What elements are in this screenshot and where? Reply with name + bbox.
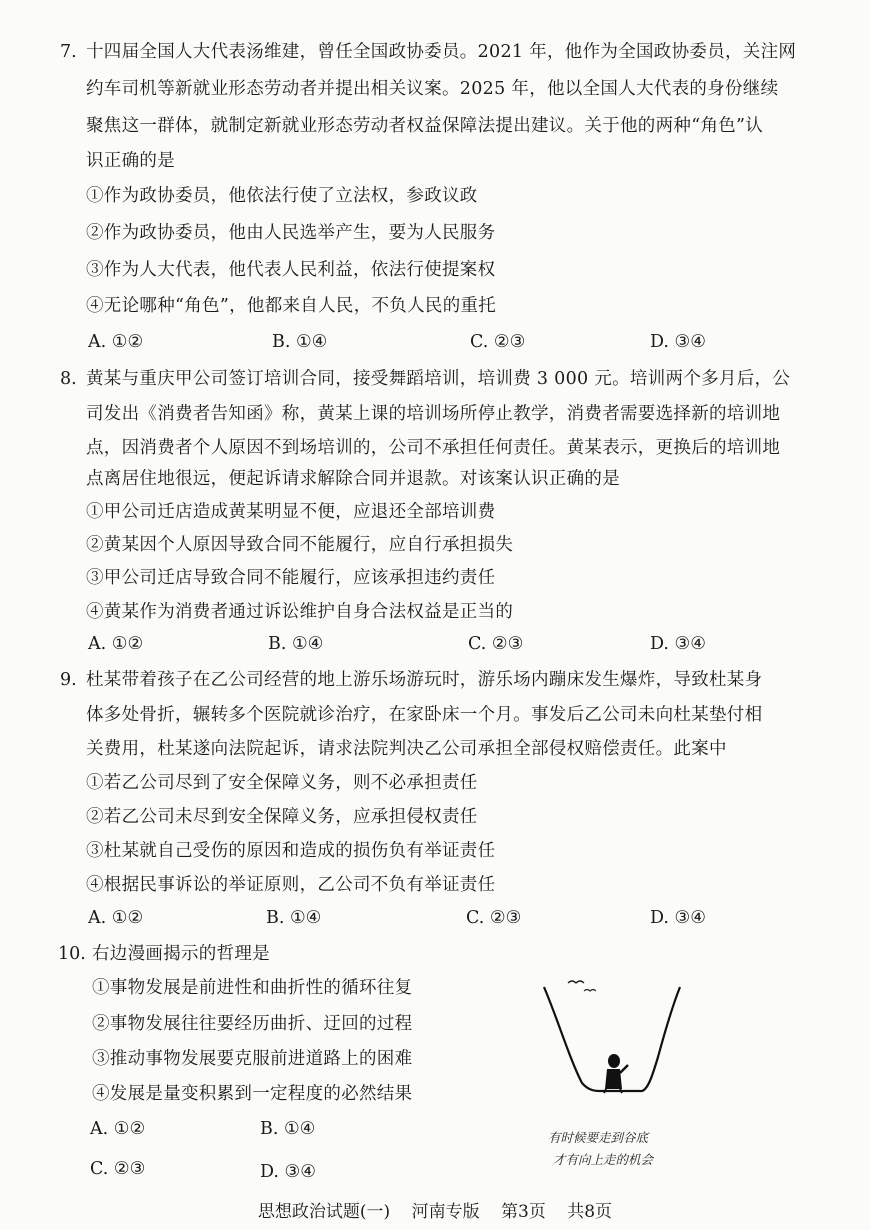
question-stem-line: 点离居住地很远，便起诉请求解除合同并退款。对该案认识正确的是 (86, 469, 620, 489)
statement-item: ①作为政协委员，他依法行使了立法权，参政议政 (86, 186, 478, 206)
footer-subject: 思想政治试题(一) (257, 1202, 391, 1222)
statement-item: ④根据民事诉讼的举证原则，乙公司不负有举证责任 (86, 875, 496, 895)
page-footer (0, 1200, 870, 1224)
question-stem-line: 聚焦这一群体，就制定新就业形态劳动者权益保障法提出建议。关于他的两种“角色”认 (86, 116, 764, 136)
statement-item: ④黄某作为消费者通过诉讼维护自身合法权益是正当的 (86, 602, 514, 622)
question-stem-line: 关费用，杜某遂向法院起诉，请求法院判决乙公司承担全部侵权赔偿责任。此案中 (86, 739, 727, 759)
answer-option-b[interactable]: B. ①④ (266, 908, 322, 928)
question-stem-line: 十四届全国人大代表汤维建，曾任全国政协委员。2021 年，他作为全国政协委员，关注网 (86, 42, 797, 62)
question-number: 9. (60, 670, 77, 690)
footer-total-pages: 共8页 (567, 1202, 613, 1222)
statement-item: ①甲公司迁店造成黄某明显不便，应退还全部培训费 (86, 502, 496, 522)
footer-page-number: 第3页 (501, 1202, 546, 1222)
question-stem-line: 约车司机等新就业形态劳动者并提出相关议案。2025 年，他以全国人大代表的身份继续 (86, 79, 779, 99)
answer-option-b[interactable]: B. ①④ (260, 1119, 316, 1139)
question-stem-line: 识正确的是 (86, 151, 175, 171)
answer-option-c[interactable]: C. ②③ (470, 332, 526, 352)
question-number: 7. (60, 42, 77, 62)
question-stem-line: 黄某与重庆甲公司签订培训合同，接受舞蹈培训，培训费 3 000 元。培训两个多月后，公 (86, 369, 791, 389)
answer-option-a[interactable]: A. ①② (88, 332, 144, 352)
bird-icon (584, 990, 596, 992)
statement-item: ③甲公司迁店导致合同不能履行，应该承担违约责任 (86, 568, 496, 588)
question-stem-line: 司发出《消费者告知函》称，黄某上课的培训场所停止教学，消费者需要选择新的培训地 (86, 404, 781, 424)
statement-item: ②黄某因个人原因导致合同不能履行，应自行承担损失 (86, 535, 514, 555)
statement-item: ④无论哪种“角色”，他都来自人民，不负人民的重托 (86, 296, 497, 316)
statement-item: ③推动事物发展要克服前进道路上的困难 (92, 1049, 413, 1069)
statement-item: ③杜某就自己受伤的原因和造成的损伤负有举证责任 (86, 841, 496, 861)
answer-option-a[interactable]: A. ①② (88, 634, 144, 654)
question-stem-line: 杜某带着孩子在乙公司经营的地上游乐场游玩时，游乐场内蹦床发生爆炸，导致杜某身 (86, 670, 763, 690)
statement-item: ④发展是量变积累到一定程度的必然结果 (92, 1084, 413, 1104)
answer-option-c[interactable]: C. ②③ (90, 1159, 146, 1179)
statement-item: ②作为政协委员，他由人民选举产生，要为人民服务 (86, 223, 496, 243)
answer-option-d[interactable]: D. ③④ (650, 908, 706, 928)
statement-item: ①事物发展是前进性和曲折性的循环往复 (92, 978, 413, 998)
statement-item: ①若乙公司尽到了安全保障义务，则不必承担责任 (86, 773, 478, 793)
answer-option-b[interactable]: B. ①④ (268, 634, 324, 654)
answer-option-a[interactable]: A. ①② (88, 908, 144, 928)
question-number: 10. (58, 944, 86, 964)
question-stem-line: 点，因消费者个人原因不到场培训的，公司不承担任何责任。黄某表示，更换后的培训地 (86, 438, 781, 458)
question-number: 8. (60, 369, 77, 389)
answer-option-c[interactable]: C. ②③ (466, 908, 522, 928)
question-stem-line: 右边漫画揭示的哲理是 (92, 944, 270, 964)
answer-option-a[interactable]: A. ①② (90, 1119, 146, 1139)
answer-option-d[interactable]: D. ③④ (650, 332, 706, 352)
valley-comic-illustration (530, 965, 700, 1155)
statement-item: ②事物发展往往要经历曲折、迂回的过程 (92, 1014, 413, 1034)
answer-option-d[interactable]: D. ③④ (260, 1162, 316, 1182)
person-figure (604, 1054, 628, 1093)
comic-caption-line: 有时候要走到谷底 (548, 1130, 649, 1145)
answer-option-d[interactable]: D. ③④ (650, 634, 706, 654)
footer-edition: 河南专版 (411, 1202, 480, 1222)
statement-item: ②若乙公司未尽到安全保障义务，应承担侵权责任 (86, 807, 478, 827)
question-stem-line: 体多处骨折，辗转多个医院就诊治疗，在家卧床一个月。事发后乙公司未向杜某垫付相 (86, 705, 763, 725)
bird-icon (568, 981, 584, 983)
answer-option-b[interactable]: B. ①④ (272, 332, 328, 352)
statement-item: ③作为人大代表，他代表人民利益，依法行使提案权 (86, 260, 496, 280)
answer-option-c[interactable]: C. ②③ (468, 634, 524, 654)
comic-caption-line: 才有向上走的机会 (553, 1152, 654, 1167)
